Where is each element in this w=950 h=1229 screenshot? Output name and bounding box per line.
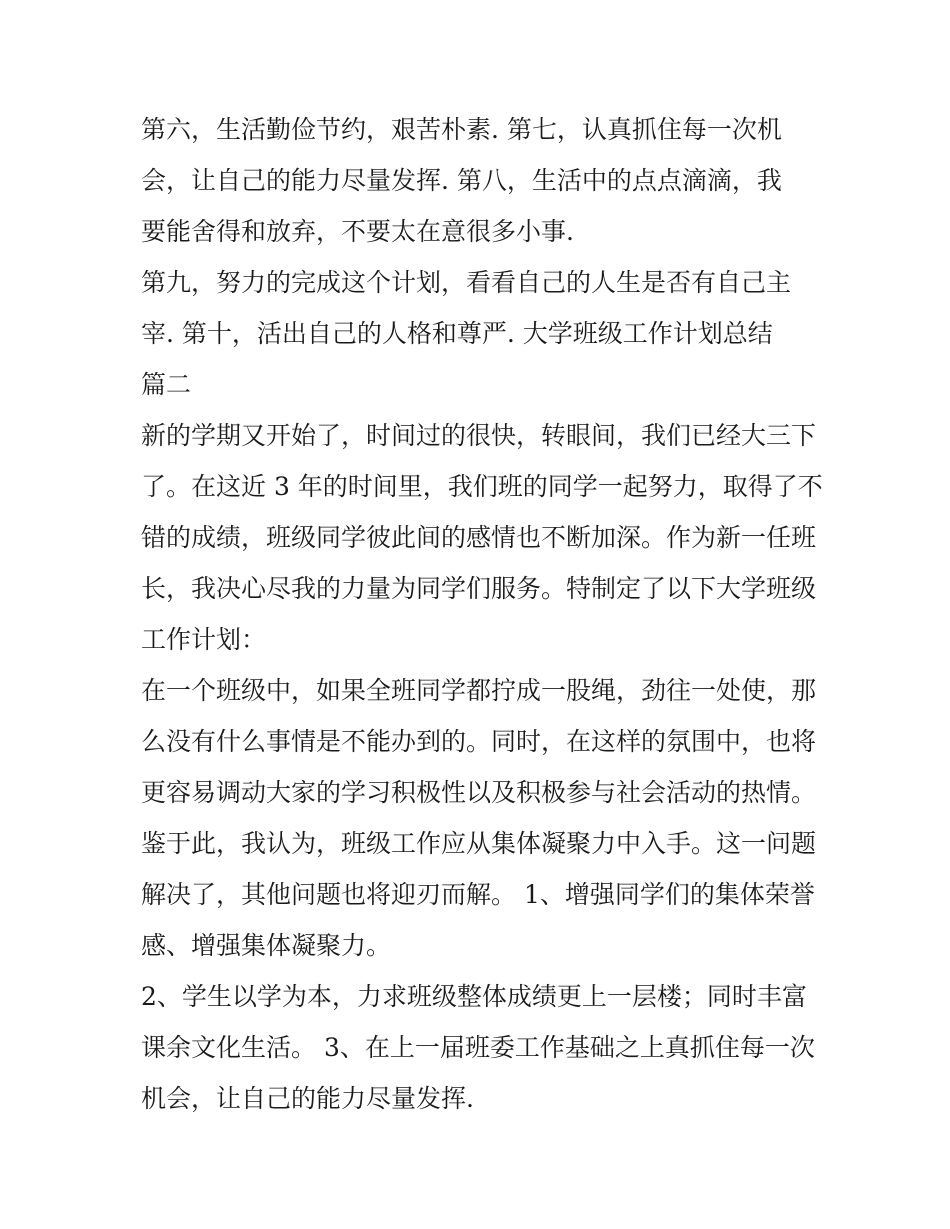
- text-line: 长，我决心尽我的力量为同学们服务。特制定了以下大学班级: [141, 574, 817, 603]
- text-line: 感、增强集体凝聚力。: [141, 931, 392, 960]
- text-line: 么没有什么事情是不能办到的。同时，在这样的氛围中，也将: [141, 727, 817, 756]
- text-line: 新的学期又开始了，时间过的很快，转眼间，我们已经大三下: [141, 421, 817, 450]
- text-line: 在一个班级中，如果全班同学都拧成一股绳，劲往一处使，那: [141, 676, 817, 705]
- text-line: 第九，努力的完成这个计划，看看自己的人生是否有自己主: [141, 268, 792, 297]
- text-line: 解决了，其他问题也将迎刃而解。 1、增强同学们的集体荣誉: [141, 880, 815, 909]
- text-line: 机会，让自己的能力尽量发挥.: [141, 1084, 474, 1113]
- text-line: 鉴于此，我认为，班级工作应从集体凝聚力中入手。这一问题: [141, 829, 817, 858]
- text-line: 要能舍得和放弃，不要太在意很多小事.: [141, 217, 574, 246]
- text-line: 2、学生以学为本，力求班级整体成绩更上一层楼；同时丰富: [141, 982, 807, 1011]
- text-line: 篇二: [141, 370, 192, 399]
- text-line: 工作计划：: [141, 625, 267, 654]
- text-line: 了。在这近 3 年的时间里，我们班的同学一起努力，取得了不: [141, 472, 823, 501]
- text-line: 宰. 第十，活出自己的人格和尊严. 大学班级工作计划总结: [141, 319, 773, 348]
- text-line: 会，让自己的能力尽量发挥. 第八，生活中的点点滴滴，我: [141, 166, 782, 195]
- text-line: 更容易调动大家的学习积极性以及积极参与社会活动的热情。: [141, 778, 817, 807]
- text-line: 错的成绩，班级同学彼此间的感情也不断加深。作为新一任班: [141, 523, 817, 552]
- document-body: [141, 104, 821, 1124]
- text-line: 课余文化生活。 3、在上一届班委工作基础之上真抓住每一次: [141, 1033, 815, 1062]
- text-line: 第六，生活勤俭节约，艰苦朴素. 第七，认真抓住每一次机: [141, 115, 782, 144]
